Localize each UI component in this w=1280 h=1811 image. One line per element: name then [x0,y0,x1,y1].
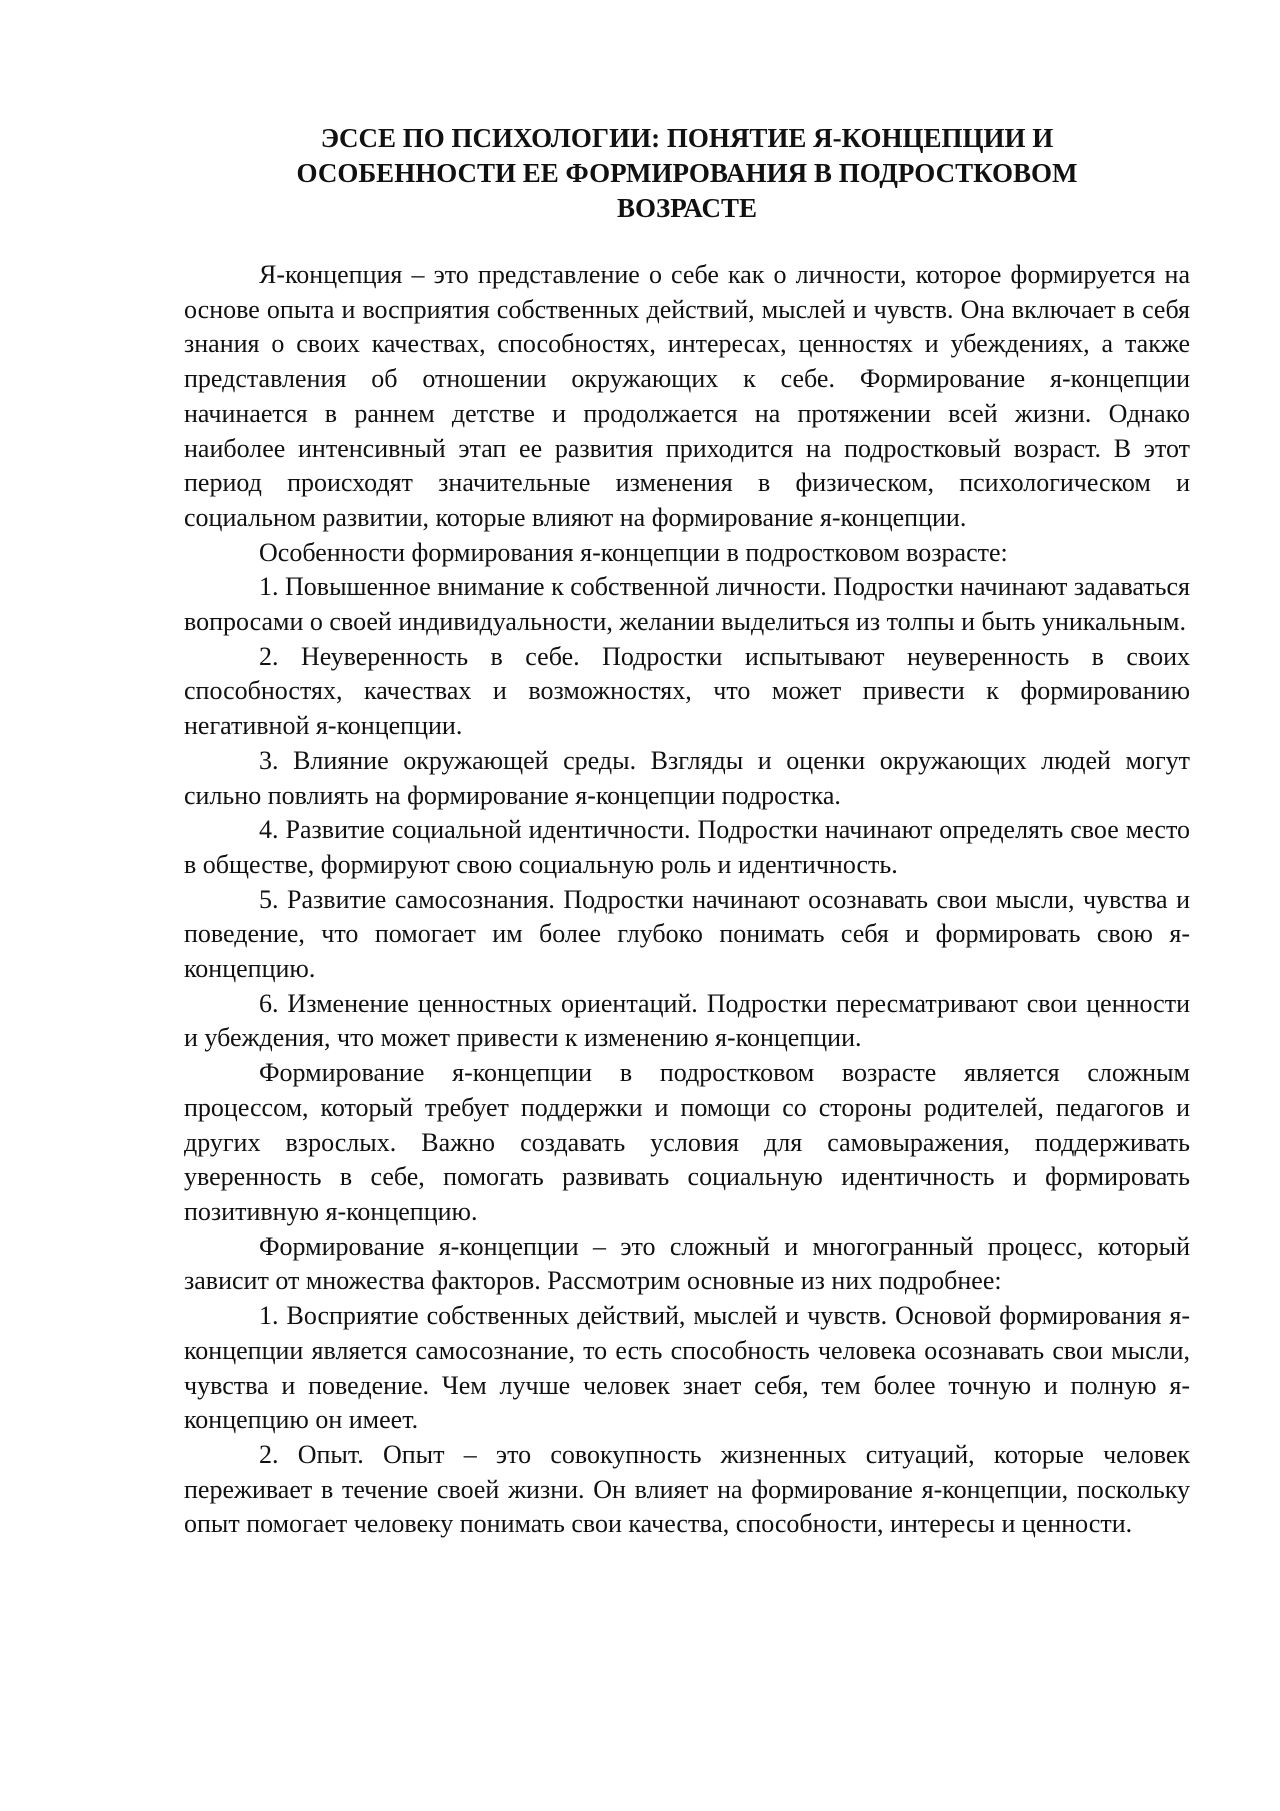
document-body [184,258,1190,1542]
title-line-2: ОСОБЕННОСТИ ЕЕ ФОРМИРОВАНИЯ В ПОДРОСТКОВОМ [296,158,1078,188]
list-item-features-4: 4. Развитие социальной идентичности. Подростки начинают определять свое место в обществе, формируют свою социальную роль и идентичность. [184,815,1190,879]
list-item-features-6: 6. Изменение ценностных ориентаций. Подростки пересматривают свои ценности и убеждения, что может привести к изменению я-концепции. [184,988,1190,1053]
title-line-1: ЭССЕ ПО ПСИХОЛОГИИ: ПОНЯТИЕ Я-КОНЦЕПЦИИ И [320,123,1054,153]
document-title [184,121,1190,226]
list-item-features-5: 5. Развитие самосознания. Подростки начинают осознавать свои мысли, чувства и поведение, что помогает им более глубоко понимать себя и формировать свою я-концепцию. [184,884,1190,984]
paragraph-intro: Я-концепция – это представление о себе как о личности, которое формируется на основе опыта и восприятия собственных действий, мыслей и чувств. Она включает в себя знания о своих качествах, способностях, интересах, ценностях и убеждениях, а также представления об отношении окружающих к себе. Формирование я-концепции начинается в раннем детстве и продолжается на протяжении всей жизни. Однако наиболее интенсивный этап ее развития приходится на подростковый возраст. В этот период происходят значительные изменения в физическом, психологическом и социальном развитии, которые влияют на формирование я-концепции. [184,260,1190,532]
paragraph-factors-intro: Формирование я-концепции – это сложный и многогранный процесс, который зависит от множества факторов. Рассмотрим основные из них подробнее: [184,1231,1190,1296]
title-line-3: ВОЗРАСТЕ [617,193,757,223]
list-item-factors-2: 2. Опыт. Опыт – это совокупность жизненных ситуаций, которые человек переживает в течение своей жизни. Он влияет на формирование я-концепции, поскольку опыт помогает человеку понимать свои качества, способности, интересы и ценности. [184,1439,1190,1539]
document-page [184,121,1190,1542]
paragraph-support: Формирование я-концепции в подростковом возрасте является сложным процессом, который требует поддержки и помощи со стороны родителей, педагогов и других взрослых. Важно создавать условия для самовыражения, поддерживать уверенность в себе, помогать развивать социальную идентичность и формировать позитивную я-концепцию. [184,1058,1190,1226]
list-item-features-1: 1. Повышенное внимание к собственной личности. Подростки начинают задаваться вопросами о своей индивидуальности, желании выделиться из толпы и быть уникальным. [184,572,1190,637]
list-item-factors-1: 1. Восприятие собственных действий, мыслей и чувств. Основой формирования я-концепции является самосознание, то есть способность человека осознавать свои мысли, чувства и поведение. Чем лучше человек знает себя, тем более точную и полную я-концепцию он имеет. [184,1301,1190,1435]
list-item-features-3: 3. Влияние окружающей среды. Взгляды и оценки окружающих людей могут сильно повлиять на формирование я-концепции подростка. [184,745,1190,810]
list-item-features-2: 2. Неуверенность в себе. Подростки испытывают неуверенность в своих способностях, качествах и возможностях, что может привести к формированию негативной я-концепции. [184,641,1190,741]
paragraph-features-heading: Особенности формирования я-концепции в подростковом возрасте: [259,537,1008,567]
